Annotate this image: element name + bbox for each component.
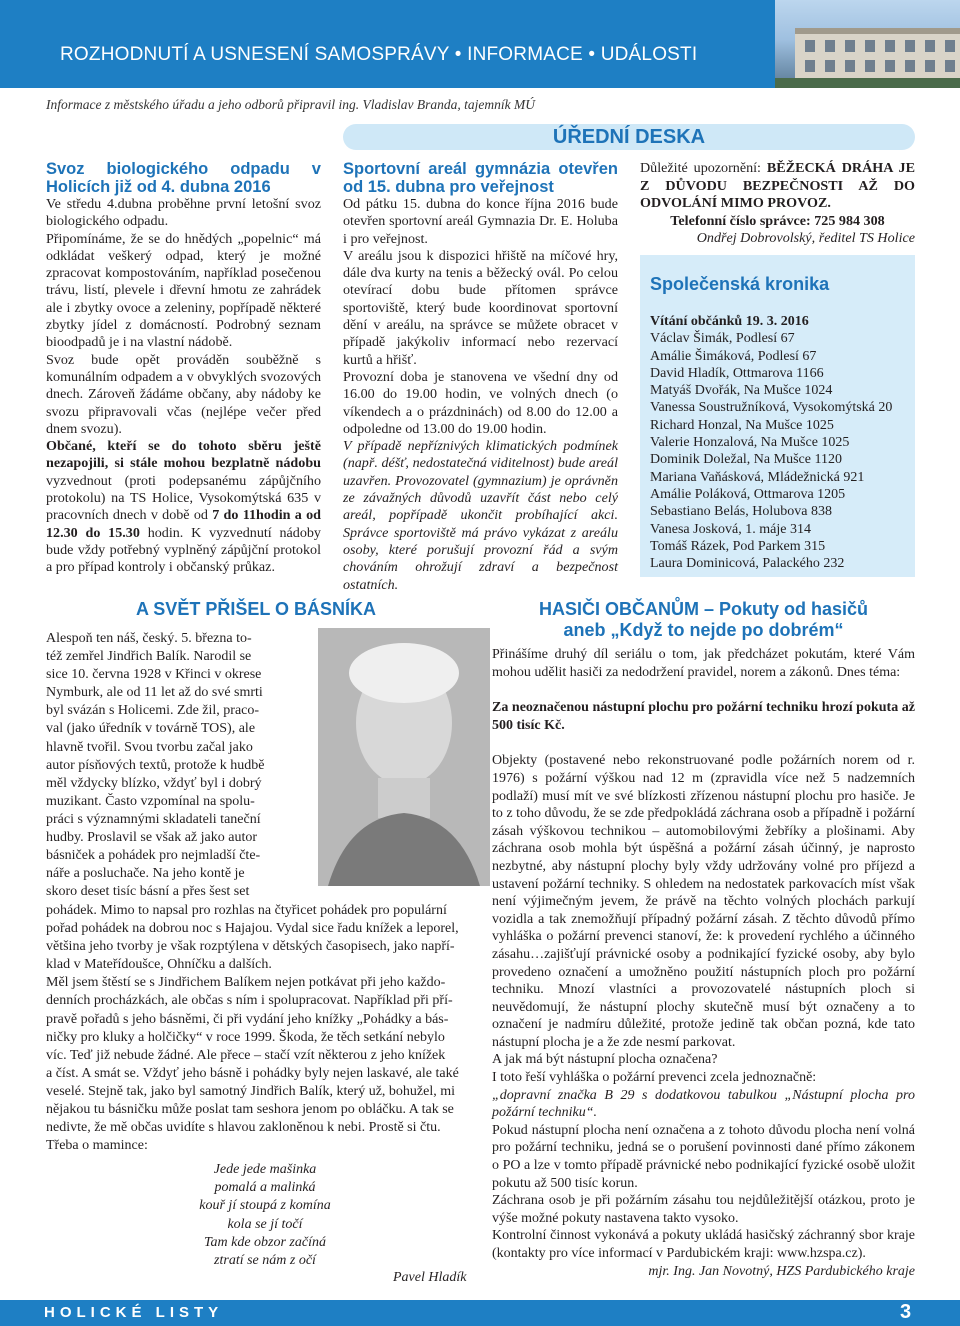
firefighters-p3: I toto řeší vyhláška o požární prevenci zcela jednoznačně:	[492, 1070, 817, 1086]
publication-name: HOLICKÉ LISTY	[44, 1304, 224, 1321]
poem-line: pomalá a malinká	[214, 1180, 316, 1196]
list-item: Matyáš Dvořák, Na Mušce 1024	[650, 383, 833, 399]
biowaste-p4-bold: Občané, kteří se do tohoto sběru ještě nezapojili, si stále mohou bezplatně nádobu	[46, 438, 321, 472]
poet-article-wide	[46, 902, 476, 1155]
text-line: básniček a pohádek pro nejmladší čte-	[46, 848, 261, 864]
list-item: Vanesa Josková, 1. máje 314	[650, 521, 811, 537]
list-item: Amálie Šimáková, Podlesí 67	[650, 348, 817, 364]
text-line: pořad pohádek na dobrou noc s Hajajou. Vydal sice řadu knížek a leporel,	[46, 921, 459, 937]
text-line: val (jako úředník v továrně TOS), ale	[46, 721, 256, 737]
poem-line: kouř jí stoupá z komína	[199, 1198, 331, 1214]
chronicle-list	[650, 313, 912, 572]
firefighters-p1: Objekty (postavené nebo rekonstruované podle požárních norem od r. 1976) s požární výškou nad 12 m (zpravidla více než 5 nadzemních podlaží) musí mít ve své blízkosti zřízenou nástupní plochu pro hasiče. Je to z toho důvodu, že se zde předpokládá záchrana osob a případně i požární zásah výškovou technikou – automobilovými žebříky a plošinami. Aby záchrana osob mohla být úspěšná a požární zásah účinný, je naprosto nezbytné, aby nástupní plochy byly vždy udržovány volné pro příjezd a ustavení požární techniky. S ohledem na nedostatek parkovacích míst však není výjimečným jevem, že právě na těchto volných plochách parkují vozidla a tak znemožňují případný požární zásah. Z těchto důvodů přímo vyhláška o požární prevenci stanoví, že: k provedení rychlého a účinného zásahu…zajišťují právnické osoby a podnikající fyzické osoby, aby bylo provedeno označení a umožněno použití nástupních ploch pro požární techniku. Mnozí vlastníci a provozovatelé nástupních ploch si neuvědomují, že nástupní plochy skutečně musí být označeny a to označení je nadmíru důležité, protože jedině tak občan pozná, kde tato nástupní plocha je a že zde nesmí parkovat.	[492, 753, 915, 1050]
biowaste-p4-end: hodin. K vyzvednutí nádoby bude vždy potřebný vyplněný zápůjční protokol a pro případ kontroly i občanský průkaz.	[46, 524, 321, 576]
firefighters-p4: „dopravní značka B 29 s dodatkovou tabulkou „Nástupní plocha pro požární techniku“.	[492, 1087, 915, 1121]
official-board-banner: ÚŘEDNÍ DESKA	[343, 124, 915, 150]
list-item: Valerie Honzalová, Na Mušce 1025	[650, 435, 850, 451]
notice-bold: BĚŽECKÁ DRÁHA JE Z DŮVODU BEZPEČNOSTI AŽ DO ODVOLÁNÍ MIMO PROVOZ.	[640, 160, 915, 211]
sports-p2: V areálu jsou k dispozici hřiště na míčové hry, dále dva kurty na tenis a běžecký ovál. Po celou otevírací dobu bude přítomen správce sportoviště, který bude koordinovat sportovní dění v areálu, na správce se můžete obracet v případě jakýkoliv informací nebo rezervací kurtů a hřišť.	[343, 247, 618, 368]
list-item: Laura Dominicová, Palackého 232	[650, 556, 845, 572]
text-line: a číst. A smát se. Vždyť jeho básně i pohádky byly nejen laskavé, ale také	[46, 1065, 459, 1081]
list-item: Amálie Poláková, Ottmarova 1205	[650, 486, 846, 502]
text-line: Alespoň ten náš, český. 5. března to-	[46, 631, 252, 646]
poem-line: ztratí se nám z očí	[214, 1253, 316, 1269]
poem-line: Tam kde obzor začíná	[204, 1234, 326, 1250]
text-line: autor písňových textů, protože k hudbě	[46, 757, 265, 773]
firefighters-intro: Přinášíme druhý díl seriálu o tom, jak předcházet pokutám, které Vám mohou udělit hasiči za nedodržení pravidel, norem a zákonů. Dnes téma:	[492, 647, 915, 680]
notice-label: Důležité upozornění:	[640, 160, 761, 176]
text-line: Nymburk, ale od 11 let až do své smrti	[46, 685, 263, 701]
sports-p4: V případě nepříznivých klimatických podmínek (např. déšť, nedostatečná viditelnost) bude areál uzavřen. Provozovatel (gymnazium) je oprávněn ze závažných důvodů uzavřít část nebo celý areál, popřípadě ukončit probíhající akci. Správce sportoviště má právo vykázat z areálu osoby, které porušují provozní řád a svým chováním ohrožují zdraví a bezpečnost ostatních.	[343, 438, 618, 593]
text-line: skoro deset tisíc básní a přes šest set	[46, 884, 250, 900]
biowaste-p4	[46, 438, 321, 576]
text-line: pohádek. Mimo to napsal pro rozhlas na čtyřicet pohádek pro populární	[46, 903, 447, 918]
text-line: náře a posluchače. Na jeho kontě je	[46, 866, 245, 882]
list-item: David Hladík, Ottmarova 1166	[650, 365, 824, 381]
text-line: Měl jsem štěstí se s Jindřichem Balíkem nejen potkávat při jeho každo-	[46, 975, 446, 991]
text-line: klad v Mateřídoušce, Ohníčku a dalších.	[46, 957, 272, 973]
notice-signature: Ondřej Dobrovolský, ředitel TS Holice	[696, 230, 915, 246]
text-line: hlavně tvořil. Svou tvorbu začal jako	[46, 739, 253, 755]
firefighters-signature: mjr. Ing. Jan Novotný, HZS Pardubického kraje	[648, 1263, 915, 1279]
text-line: denních procházkách, ale občas s ním i spolupracovat. Například při pří-	[46, 993, 453, 1009]
biowaste-p1: Ve středu 4.dubna proběhne první letošní svoz biologického odpadu.	[46, 196, 321, 230]
biowaste-title: Svoz biologického odpadu v Holicích již od 4. dubna 2016	[46, 160, 321, 196]
text-line: sice 10. června 1928 v Křinci v okrese	[46, 667, 262, 683]
text-line: měl vždycky blízko, vždyť byl i dobrý	[46, 775, 262, 791]
text-line: Třeba o mamince:	[46, 1138, 148, 1154]
firefighters-title-line1: HASIČI OBČANŮM – Pokuty od hasičů	[538, 599, 869, 619]
biowaste-article	[46, 160, 321, 577]
intro-credit: Informace z městského úřadu a jeho odborů připravil ing. Vladislav Branda, tajemník MÚ	[46, 97, 535, 112]
poet-portrait-photo	[318, 628, 490, 886]
poem-line: kola se jí točí	[227, 1216, 303, 1232]
list-item: Tomáš Rázek, Pod Parkem 315	[650, 538, 826, 554]
poem-line: Jede jede mašinka	[213, 1162, 317, 1177]
text-line: veselé. Stejně tak, jako byl samotný Jindřich Balík, který už, bohužel, mi	[46, 1083, 456, 1099]
text-line: muzikant. Často vzpomínal na spolu-	[46, 793, 255, 809]
text-line: též zemřel Jindřich Balík. Narodil se	[46, 649, 252, 665]
text-line: pravě pořadů s jeho básněmi, či při vydání jeho knížky „Pohádky a bás-	[46, 1011, 449, 1027]
poem	[150, 1161, 380, 1270]
firefighters-p5: Pokud nástupní plocha není označena a z tohoto důvodu plocha není volná pro požární techniku, jedná se o porušení povinnosti dané přímo zákonem o PO a lze v tomto případě právnické nebo podnikající fyzické osobě uložit pokutu až 500 tisíc korun.	[492, 1122, 915, 1191]
poet-title: A SVĚT PŘIŠEL O BÁSNÍKA	[135, 599, 377, 619]
list-item: Dominik Doležal, Na Mušce 1120	[650, 452, 842, 468]
biowaste-p4-text: vyzvednout (proti podepsanému zápůjčního protokolu) na TS Holice, Vysokomýtská 635 v pracovních dnech v době od	[46, 472, 321, 524]
firefighters-p6: Záchrana osob je při požárním zásahu tou nejdůležitější otázkou, proto je výše možné pokuty nastavena takto vysoko.	[492, 1193, 915, 1226]
firefighters-title-line2: aneb „Když to nejde po dobrém“	[563, 620, 844, 640]
biowaste-p3: Svoz bude opět prováděn souběžně s komunálním odpadem a v obvyklých svozových dnech. Zároveň žádáme občany, aby nádoby ke svozu připravovali včas (nejlépe večer před dnem svozu).	[46, 351, 321, 437]
text-line: nedivte, že mě občas uvidíte s hlavou zakloněnou k nebi. Prostě si čtu.	[46, 1120, 441, 1136]
firefighters-bold: Za neoznačenou nástupní plochu pro požární techniku hrozí pokuta až 500 tisíc Kč.	[492, 700, 915, 733]
list-item: Mariana Vaňásková, Mládežnická 921	[650, 469, 865, 485]
firefighters-p7: Kontrolní činnost vykonává a pokuty ukládá hasičský záchranný sbor kraje (kontakty pro více informací v Pardubickém kraji: www.hzspa.cz).	[492, 1228, 915, 1261]
sports-title: Sportovní areál gymnázia otevřen od 15. dubna pro veřejnost	[343, 160, 618, 196]
notice-phone: Telefonní číslo správce: 725 984 308	[670, 212, 885, 229]
notice-block	[640, 160, 915, 248]
firefighters-article	[492, 646, 915, 1280]
poet-article-narrow	[46, 630, 311, 901]
text-line: víc. Teď již nebude žádné. Ale přece – stačí vzít některou z jeho knížek	[46, 1047, 446, 1063]
text-line: většina jeho tvorby je však rozptýlena v dětských časopisech, jako napří-	[46, 939, 455, 955]
poet-author: Pavel Hladík	[393, 1270, 467, 1285]
text-line: ničky pro kluky a holčičky“ v roce 1999. Škoda, že těch setkání nebylo	[46, 1029, 445, 1045]
list-item: Václav Šimák, Podlesí 67	[650, 331, 795, 347]
page-number: 3	[900, 1301, 912, 1323]
sports-p3: Provozní doba je stanovena ve všední dny od 16.00 do 19.00 hodin, ve volných dnech (o víkendech a o prázdninách) od 8.00 do 12.00 a odpoledne od 13.00 do 19.00 hodin.	[343, 368, 618, 437]
list-item: Richard Honzal, Na Mušce 1025	[650, 417, 834, 433]
text-line: hudby. Proslavil se však až jako autor	[46, 830, 257, 846]
chronicle-subtitle: Vítání občánků 19. 3. 2016	[650, 314, 809, 329]
list-item: Vanessa Soustružníková, Vysokomýtská 20	[650, 400, 893, 416]
text-line: práci s významnými skladateli taneční	[46, 811, 261, 827]
list-item: Sebastiano Belás, Holubova 838	[650, 504, 832, 520]
sports-article	[343, 160, 618, 594]
biowaste-p4-hours: 7 do 11hodin a od 12.30 do 15.30	[46, 507, 321, 541]
text-line: byl svázán s Holicemi. Zde žil, praco-	[46, 703, 260, 719]
firefighters-p2: A jak má být nástupní plocha označena?	[492, 1052, 718, 1068]
header-title: ROZHODNUTÍ A USNESENÍ SAMOSPRÁVY • INFORMACE • UDÁLOSTI	[60, 44, 698, 65]
firefighters-title	[492, 599, 915, 641]
header-building-photo	[775, 0, 960, 88]
sports-p1: Od pátku 15. dubna do konce října 2016 bude otevřen sportovní areál Gymnazia Dr. E. Holuba i pro veřejnost.	[343, 196, 618, 247]
chronicle-title: Společenská kronika	[650, 274, 830, 294]
biowaste-p2: Připomínáme, že se do hnědých „popelnic“ má odkládat veškerý odpad, který je možné zpracovat kompostováním, například posečenou trávu, listí, plevele i dřevní hmotu ze zahrádek ale i zbytky ovoce a zeleniny, popřípadě některé zbytky jídel z domácností. Podrobný seznam bioodpadů je i na vlastní nádobě.	[46, 230, 321, 351]
text-line: nějakou tu básničku může poslat tam seshora jenom po obláčku. A tak se	[46, 1102, 454, 1118]
